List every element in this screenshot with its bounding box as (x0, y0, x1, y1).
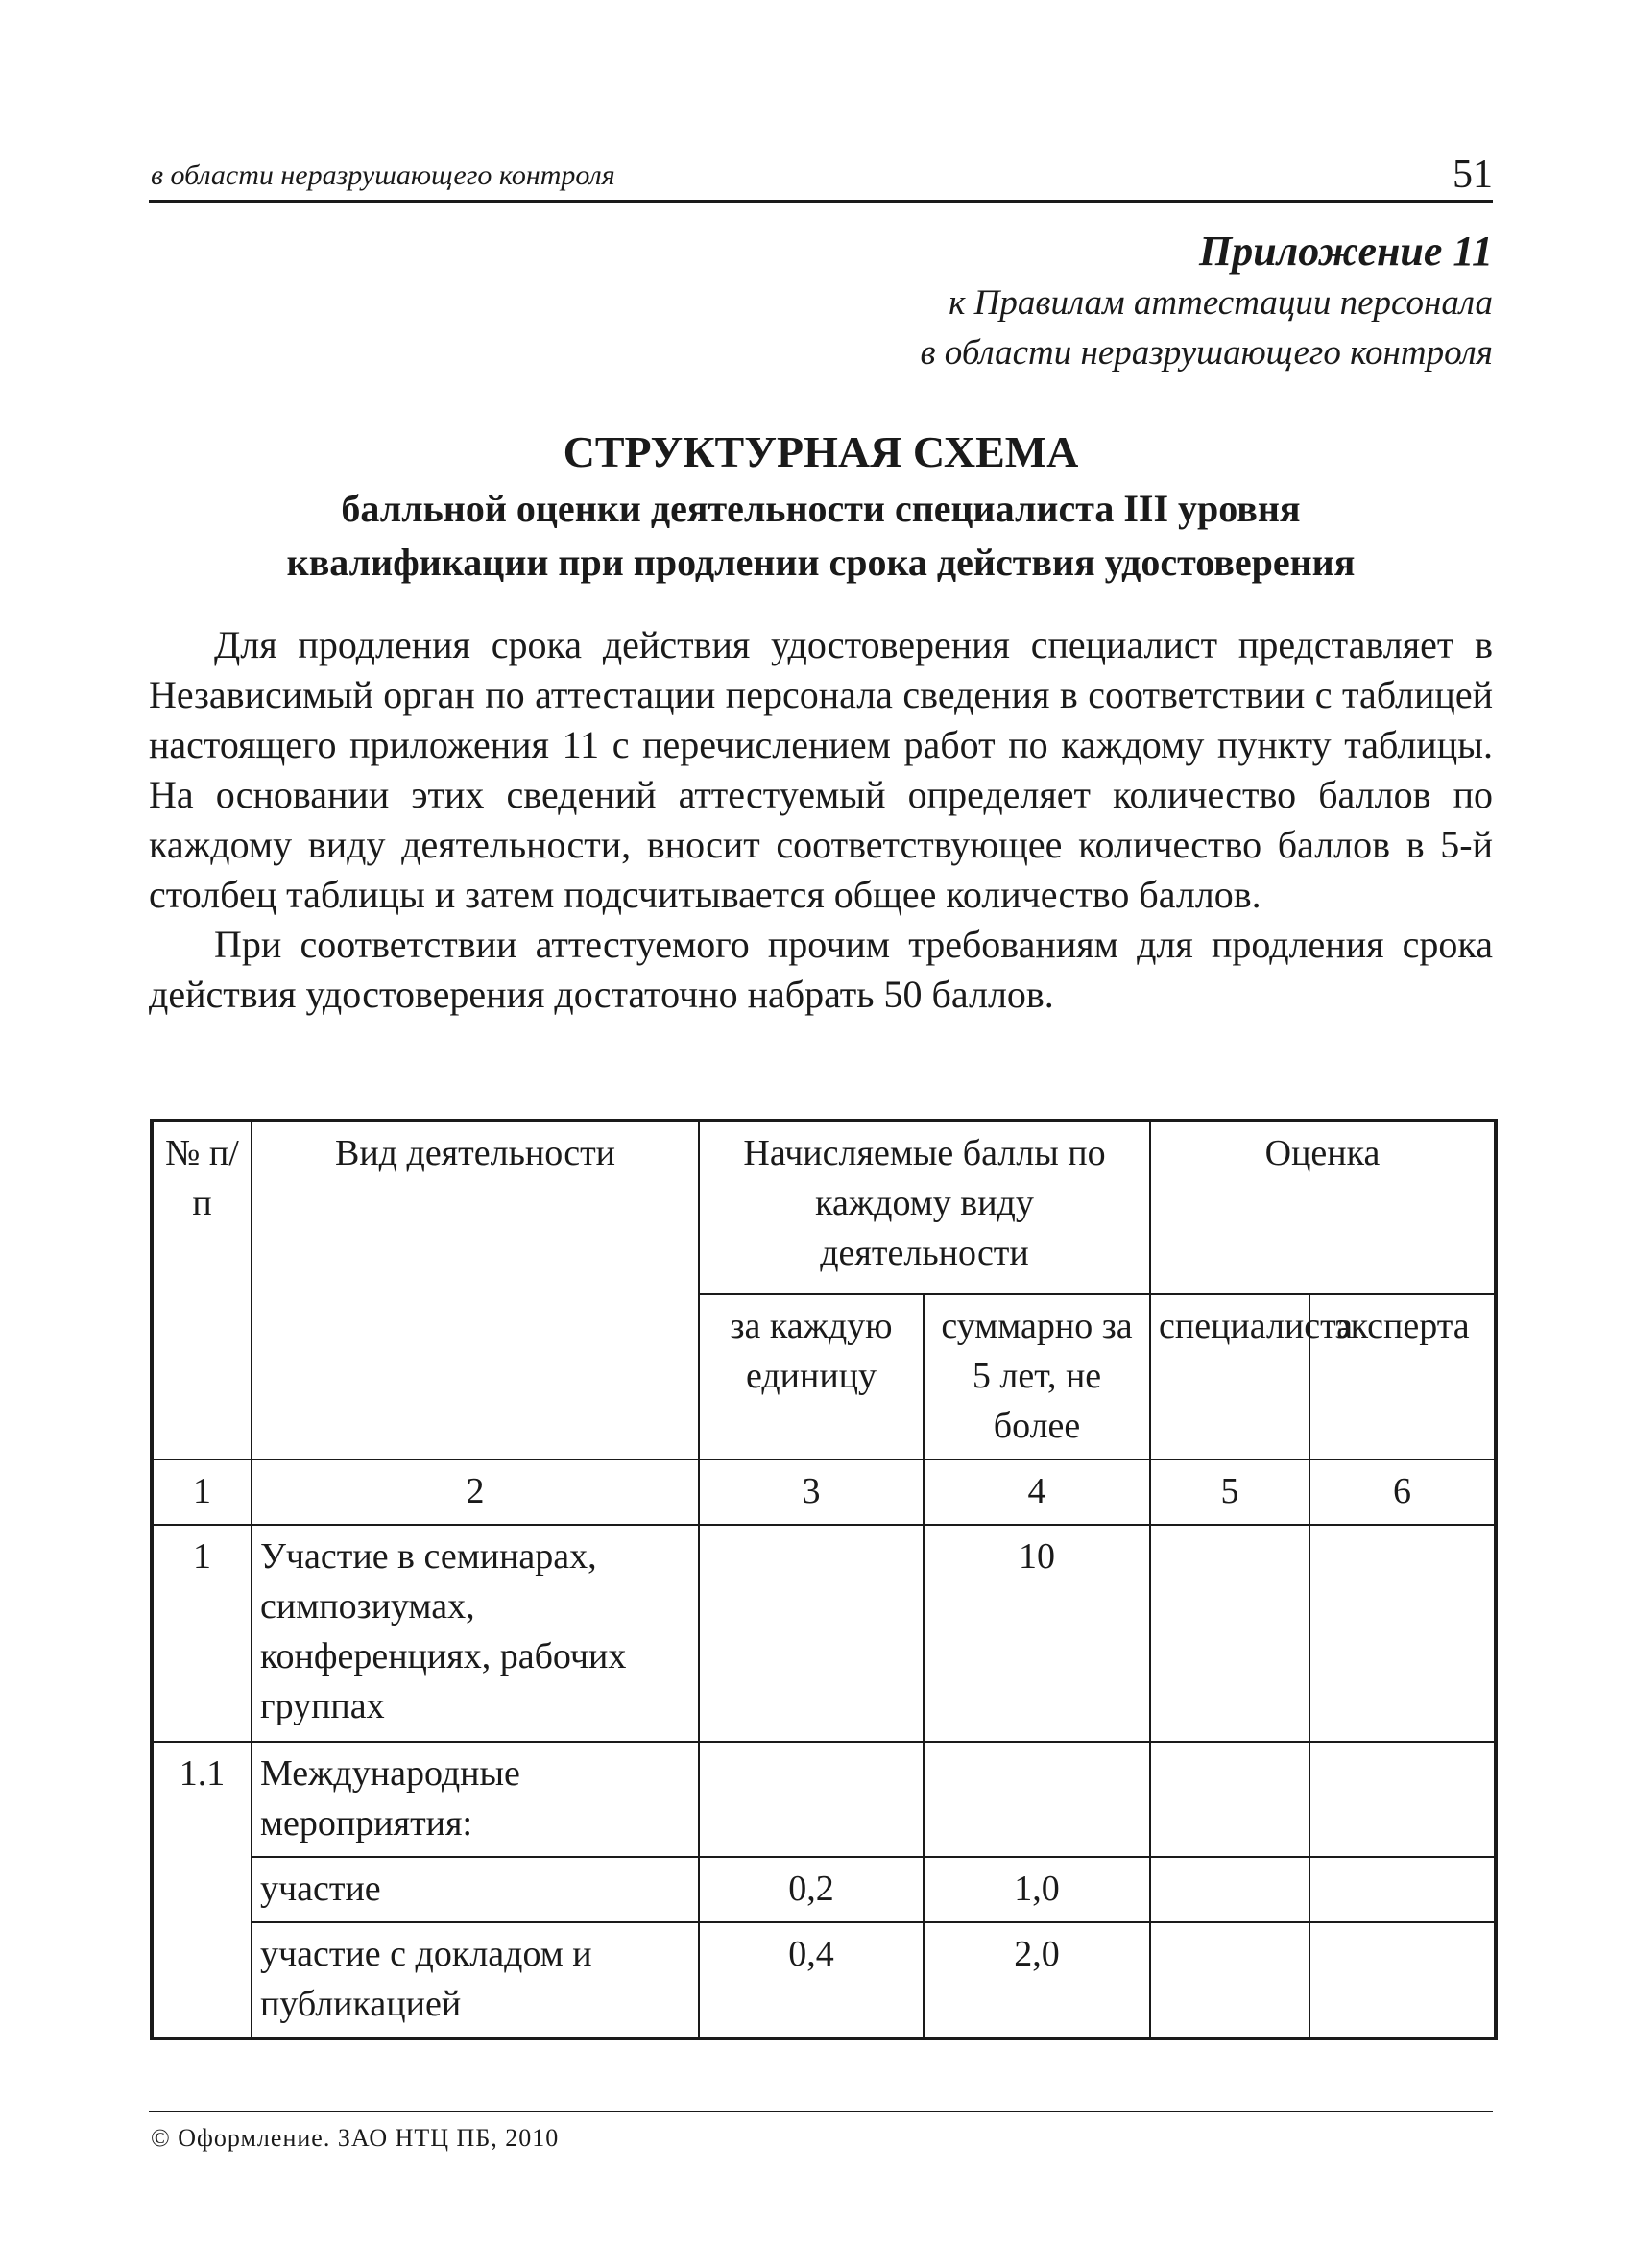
row-per-unit: 0,4 (699, 1922, 924, 2039)
row-activity: Участие в семинарах, симпозиумах, конференциях, рабочих группах (252, 1525, 699, 1742)
row-specialist (1150, 1742, 1309, 1857)
subtitle-line-2: квалификации при продлении срока действия удостоверения (286, 541, 1356, 584)
col-number-6: 6 (1309, 1460, 1496, 1525)
table-row (152, 1857, 1496, 1922)
table-row (152, 1742, 1496, 1857)
header-per-unit: за каждую единицу (699, 1294, 924, 1460)
row-num: 1 (152, 1525, 252, 1742)
running-title: в области неразрушающего контроля (151, 159, 615, 191)
running-header (149, 144, 1493, 203)
paragraph-1: Для продления срока действия удостоверения специалист представляет в Независимый орган по аттестации персонала сведения в соответствии с таблицей настоящего приложения 11 с перечислением работ по каждому пункту таблицы. На основании этих сведений аттестуемый определяет количество баллов по каждому виду деятельности, вносит соответствующее количество баллов в 5-й столбец таблицы и затем подсчитывается общее количество баллов. (149, 623, 1493, 916)
header-specialist: специалиста (1150, 1294, 1309, 1460)
scoring-table (150, 1119, 1498, 2040)
row-expert (1309, 1857, 1496, 1922)
col-number-1: 1 (152, 1460, 252, 1525)
body-text (149, 620, 1493, 1020)
appendix-line-1: к Правилам аттестации персонала (949, 283, 1493, 323)
row-total (924, 1742, 1150, 1857)
row-total: 1,0 (924, 1857, 1150, 1922)
footer-divider (149, 2111, 1493, 2112)
row-expert (1309, 1742, 1496, 1857)
paragraph-2: При соответствии аттестуемого прочим требованиям для продления срока действия удостоверения достаточно набрать 50 баллов. (149, 923, 1493, 1016)
footer-copyright: © Оформление. ЗАО НТЦ ПБ, 2010 (151, 2124, 560, 2152)
row-per-unit (699, 1742, 924, 1857)
col-number-5: 5 (1150, 1460, 1309, 1525)
row-expert (1309, 1922, 1496, 2039)
row-activity: Международные мероприятия: (252, 1742, 699, 1857)
row-expert (1309, 1525, 1496, 1742)
page-number: 51 (1453, 153, 1493, 197)
header-rating: Оценка (1150, 1121, 1496, 1294)
row-per-unit (699, 1525, 924, 1742)
row-specialist (1150, 1525, 1309, 1742)
table-header-row-1 (152, 1121, 1496, 1294)
row-per-unit: 0,2 (699, 1857, 924, 1922)
appendix-title: Приложение 11 (1198, 228, 1493, 275)
appendix-line-2: в области неразрушающего контроля (920, 333, 1493, 373)
row-activity: участие (252, 1857, 699, 1922)
row-specialist (1150, 1922, 1309, 2039)
row-total: 10 (924, 1525, 1150, 1742)
header-activity: Вид деятельности (252, 1121, 699, 1460)
document-titles (149, 422, 1493, 590)
header-expert: эксперта (1309, 1294, 1496, 1460)
appendix-block (921, 225, 1494, 378)
header-total-5y: суммарно за 5 лет, не более (924, 1294, 1150, 1460)
table-row (152, 1525, 1496, 1742)
row-specialist (1150, 1857, 1309, 1922)
subtitle-line-1: балльной оценки деятельности специалиста III уровня (341, 487, 1301, 530)
document-page (149, 0, 1493, 2268)
row-activity: участие с докладом и публикацией (252, 1922, 699, 2039)
col-number-2: 2 (252, 1460, 699, 1525)
main-title: СТРУКТУРНАЯ СХЕМА (563, 427, 1079, 476)
row-num: 1.1 (152, 1742, 252, 2039)
header-num: № п/п (152, 1121, 252, 1460)
column-number-row (152, 1460, 1496, 1525)
header-points: Начисляемые баллы по каждому виду деятельности (699, 1121, 1150, 1294)
col-number-4: 4 (924, 1460, 1150, 1525)
row-total: 2,0 (924, 1922, 1150, 2039)
col-number-3: 3 (699, 1460, 924, 1525)
table-row (152, 1922, 1496, 2039)
